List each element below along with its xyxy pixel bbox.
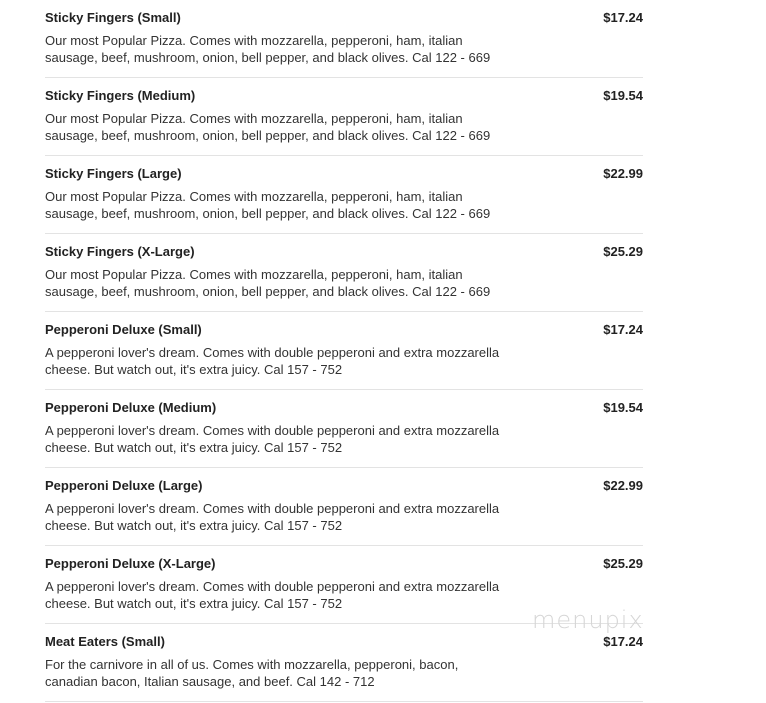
item-price: $22.99 [603, 166, 643, 181]
menu-item [45, 234, 643, 312]
description-line: Our most Popular Pizza. Comes with mozzarella, pepperoni, ham, italian [45, 189, 463, 204]
description-line: cheese. But watch out, it's extra juicy. Cal 157 - 752 [45, 518, 343, 533]
description-line: Our most Popular Pizza. Comes with mozzarella, pepperoni, ham, italian [45, 267, 463, 282]
item-price: $17.24 [603, 10, 643, 25]
menu-item [45, 468, 643, 546]
item-name: Pepperoni Deluxe (Medium) [45, 400, 217, 415]
item-description [45, 656, 458, 690]
description-line: sausage, beef, mushroom, onion, bell pepper, and black olives. Cal 122 - 669 [45, 206, 491, 221]
item-description [45, 188, 490, 222]
description-line: A pepperoni lover's dream. Comes with double pepperoni and extra mozzarella [45, 345, 500, 360]
menu-list [45, 0, 643, 702]
item-name: Pepperoni Deluxe (Large) [45, 478, 203, 493]
watermark-logo: menupix [532, 606, 644, 634]
menu-item [45, 624, 643, 702]
item-name: Sticky Fingers (Large) [45, 166, 182, 181]
item-price: $25.29 [603, 556, 643, 571]
description-line: canadian bacon, Italian sausage, and beef. Cal 142 - 712 [45, 674, 375, 689]
description-line: A pepperoni lover's dream. Comes with double pepperoni and extra mozzarella [45, 423, 500, 438]
item-name: Meat Eaters (Small) [45, 634, 165, 649]
item-price: $17.24 [603, 634, 643, 649]
item-price: $22.99 [603, 478, 643, 493]
item-description [45, 344, 499, 378]
item-price: $17.24 [603, 322, 643, 337]
item-description [45, 266, 490, 300]
menu-item [45, 0, 643, 78]
item-description [45, 422, 499, 456]
item-description [45, 578, 499, 612]
item-price: $19.54 [603, 400, 643, 415]
description-line: cheese. But watch out, it's extra juicy. Cal 157 - 752 [45, 362, 343, 377]
description-line: sausage, beef, mushroom, onion, bell pepper, and black olives. Cal 122 - 669 [45, 50, 491, 65]
description-line: A pepperoni lover's dream. Comes with double pepperoni and extra mozzarella [45, 579, 500, 594]
description-line: sausage, beef, mushroom, onion, bell pepper, and black olives. Cal 122 - 669 [45, 284, 491, 299]
item-name: Sticky Fingers (Medium) [45, 88, 196, 103]
item-name: Pepperoni Deluxe (X-Large) [45, 556, 216, 571]
description-line: cheese. But watch out, it's extra juicy. Cal 157 - 752 [45, 596, 343, 611]
description-line: For the carnivore in all of us. Comes with mozzarella, pepperoni, bacon, [45, 657, 459, 672]
item-description [45, 32, 490, 66]
menu-item [45, 156, 643, 234]
item-name: Sticky Fingers (X-Large) [45, 244, 195, 259]
item-price: $19.54 [603, 88, 643, 103]
menu-item [45, 390, 643, 468]
item-price: $25.29 [603, 244, 643, 259]
menu-item [45, 78, 643, 156]
description-line: A pepperoni lover's dream. Comes with double pepperoni and extra mozzarella [45, 501, 500, 516]
item-description [45, 500, 499, 534]
menu-item [45, 312, 643, 390]
item-description [45, 110, 490, 144]
description-line: Our most Popular Pizza. Comes with mozzarella, pepperoni, ham, italian [45, 111, 463, 126]
item-name: Sticky Fingers (Small) [45, 10, 181, 25]
description-line: Our most Popular Pizza. Comes with mozzarella, pepperoni, ham, italian [45, 33, 463, 48]
description-line: sausage, beef, mushroom, onion, bell pepper, and black olives. Cal 122 - 669 [45, 128, 491, 143]
item-name: Pepperoni Deluxe (Small) [45, 322, 202, 337]
description-line: cheese. But watch out, it's extra juicy. Cal 157 - 752 [45, 440, 343, 455]
